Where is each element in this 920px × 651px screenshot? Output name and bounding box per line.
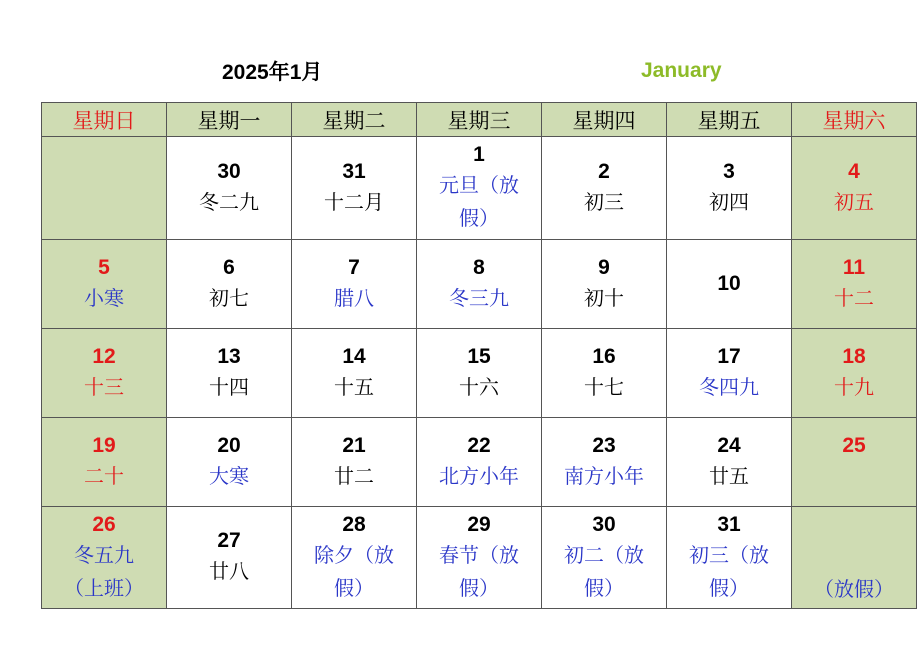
day-number: 30 <box>217 159 241 183</box>
day-cell <box>167 418 292 507</box>
weekday-friday: 星期五 <box>667 103 792 137</box>
lunar-label: 廿五 <box>709 463 749 488</box>
day-cell <box>292 137 417 240</box>
day-number: 1 <box>473 143 485 166</box>
lunar-label: 二十 <box>84 463 124 488</box>
day-cell <box>667 137 792 240</box>
day-cell-weekend <box>42 418 167 507</box>
lunar-label: 初五 <box>834 189 874 214</box>
weekday-sunday: 星期日 <box>42 103 167 137</box>
day-cell <box>167 137 292 240</box>
week-row-3 <box>42 329 917 418</box>
day-cell <box>292 418 417 507</box>
day-cell <box>417 418 542 507</box>
lunar-label: 十九 <box>834 374 874 399</box>
lunar-label: 初七 <box>209 285 249 310</box>
day-number: 23 <box>592 433 616 457</box>
lunar-label: 初三 <box>584 189 624 214</box>
day-number: 8 <box>473 255 485 279</box>
festival-label: 南方小年 <box>564 463 644 488</box>
day-number: 29 <box>467 512 491 536</box>
calendar-title: 2025年1月 <box>222 61 323 84</box>
holiday-label: （放假） <box>814 577 894 601</box>
day-cell-weekend <box>42 507 167 609</box>
lunar-label: 初十 <box>584 285 624 310</box>
day-cell <box>292 240 417 329</box>
day-number: 31 <box>717 512 741 536</box>
day-cell-holiday <box>417 507 542 609</box>
day-cell <box>167 329 292 418</box>
day-number: 20 <box>217 433 241 457</box>
day-number: 11 <box>842 255 866 279</box>
lunar-label: 廿二 <box>334 463 374 488</box>
day-cell <box>292 329 417 418</box>
weekday-thursday: 星期四 <box>542 103 667 137</box>
day-number: 5 <box>98 255 110 279</box>
day-number: 28 <box>342 512 366 536</box>
day-number: 13 <box>217 344 241 368</box>
day-cell-holiday <box>667 507 792 609</box>
day-number: 26 <box>92 512 116 536</box>
day-number: 17 <box>717 344 741 368</box>
solar-term-label: 大寒 <box>209 463 249 488</box>
day-cell <box>667 418 792 507</box>
festival-label: 冬三九 <box>449 285 509 310</box>
lunar-label: 冬二九 <box>199 189 259 214</box>
weekday-tuesday: 星期二 <box>292 103 417 137</box>
day-number: 16 <box>592 344 616 368</box>
day-cell-holiday <box>417 137 542 240</box>
day-number: 19 <box>92 433 116 457</box>
lunar-label: 十三 <box>84 374 124 399</box>
calendar-table <box>41 102 917 609</box>
day-number: 30 <box>592 512 616 536</box>
day-cell-weekend <box>792 329 917 418</box>
holiday-label: 初二（放假） <box>564 542 644 600</box>
day-cell <box>667 329 792 418</box>
weekday-wednesday: 星期三 <box>417 103 542 137</box>
day-cell <box>417 329 542 418</box>
festival-label: 北方小年 <box>439 463 519 488</box>
day-number: 22 <box>467 433 491 457</box>
lunar-label: 廿八 <box>209 559 249 583</box>
day-cell-empty <box>42 137 167 240</box>
weekday-saturday: 星期六 <box>792 103 917 137</box>
weekday-monday: 星期一 <box>167 103 292 137</box>
day-number: 2 <box>598 159 610 183</box>
day-number: 9 <box>598 255 610 279</box>
holiday-label: 除夕（放假） <box>314 542 394 600</box>
day-cell <box>542 418 667 507</box>
day-cell-weekend <box>42 329 167 418</box>
day-cell <box>542 137 667 240</box>
day-number: 6 <box>223 255 235 279</box>
day-number: 3 <box>723 159 735 183</box>
day-number: 15 <box>467 344 491 368</box>
day-cell <box>167 507 292 609</box>
week-row-2 <box>42 240 917 329</box>
month-english-label: January <box>641 59 722 82</box>
holiday-label: 春节（放假） <box>439 542 519 600</box>
day-number: 4 <box>848 159 860 183</box>
lunar-label: 十四 <box>209 374 249 399</box>
day-cell-weekend <box>42 240 167 329</box>
lunar-label: 十二月 <box>324 189 384 214</box>
day-cell <box>667 240 792 329</box>
day-cell-holiday <box>292 507 417 609</box>
day-number: 7 <box>348 255 360 279</box>
lunar-label: 十二 <box>834 285 874 310</box>
day-number: 10 <box>717 272 741 295</box>
day-cell-weekend <box>792 418 917 507</box>
lunar-label: 初四 <box>709 189 749 214</box>
festival-label: 腊八 <box>334 285 374 310</box>
holiday-label: 元旦（放假） <box>439 173 519 230</box>
day-number: 14 <box>342 344 366 368</box>
lunar-label: 十五 <box>334 374 374 399</box>
weekday-header-row <box>42 103 917 137</box>
festival-label: 冬四九 <box>699 374 759 399</box>
solar-term-label: 小寒 <box>84 285 124 310</box>
day-cell <box>542 329 667 418</box>
day-cell-weekend <box>792 507 917 609</box>
week-row-5 <box>42 507 917 609</box>
holiday-label: 初三（放假） <box>689 542 769 600</box>
lunar-label: 十六 <box>459 374 499 399</box>
day-cell-weekend <box>792 137 917 240</box>
week-row-1 <box>42 137 917 240</box>
day-cell <box>167 240 292 329</box>
workday-label: 冬五九（上班） <box>64 542 144 600</box>
day-cell <box>417 240 542 329</box>
lunar-label: 十七 <box>584 374 624 399</box>
week-row-4 <box>42 418 917 507</box>
day-cell-weekend <box>792 240 917 329</box>
day-number: 12 <box>92 344 116 368</box>
day-number: 27 <box>217 529 241 552</box>
day-number: 25 <box>842 434 866 457</box>
day-cell-holiday <box>542 507 667 609</box>
day-number: 18 <box>842 344 866 368</box>
day-number: 24 <box>717 433 741 457</box>
day-number: 31 <box>342 159 366 183</box>
day-cell <box>542 240 667 329</box>
day-number: 21 <box>342 433 366 457</box>
